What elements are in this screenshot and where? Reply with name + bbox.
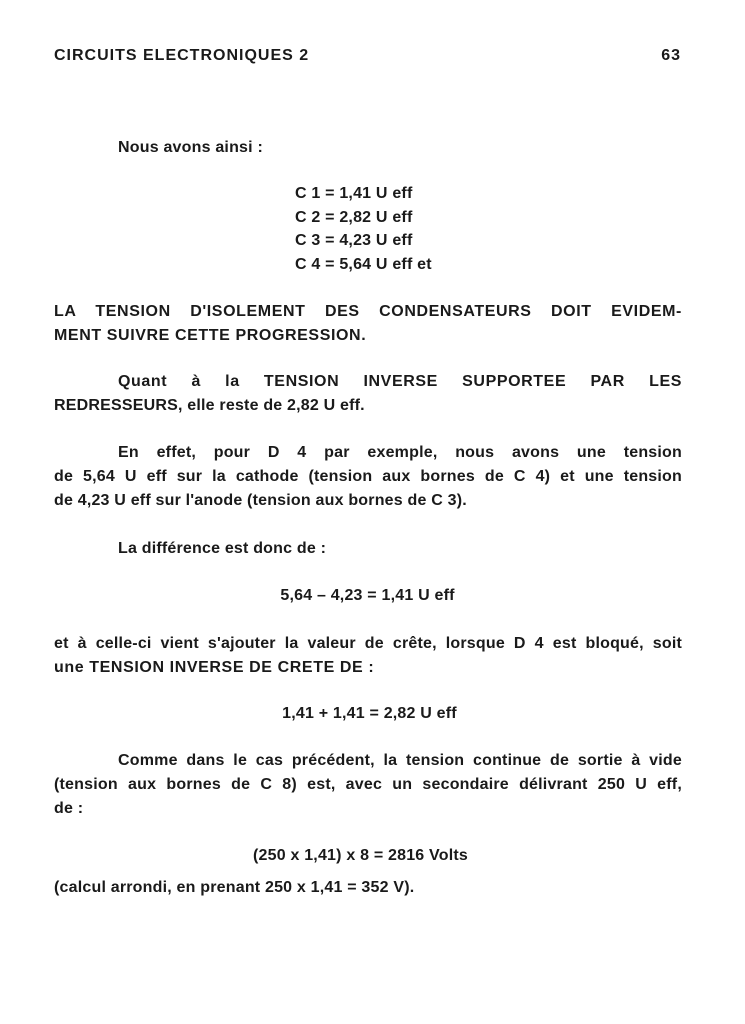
running-title: CIRCUITS ELECTRONIQUES 2 — [54, 47, 310, 64]
inverse-paragraph-line-2: REDRESSEURS, elle reste de 2,82 U eff. — [54, 397, 365, 414]
equation-c1: C 1 = 1,41 U eff — [295, 185, 413, 202]
volts-equation: (250 x 1,41) x 8 = 2816 Volts — [253, 847, 468, 864]
crete-paragraph-line-1: et à celle-ci vient s'ajouter la valeur de crête, lorsque D 4 est bloqué, soit — [54, 635, 682, 652]
comme-paragraph-line-1: Comme dans le cas précédent, la tension continue de sortie à vide — [118, 752, 682, 769]
calcul-note: (calcul arrondi, en prenant 250 x 1,41 = 352 V). — [54, 879, 415, 896]
equation-c4: C 4 = 5,64 U eff et — [295, 255, 432, 273]
capacitor-equations — [295, 182, 432, 276]
comme-paragraph-line-2: (tension aux bornes de C 8) est, avec un secondaire délivrant 250 U eff, — [54, 776, 682, 793]
page-header — [54, 44, 681, 68]
isolation-paragraph-line-1: LA TENSION D'ISOLEMENT DES CONDENSATEURS DOIT EVIDEM- — [54, 303, 682, 320]
equation-c3: C 3 = 4,23 U eff — [295, 232, 413, 249]
crete-paragraph-line-2: une TENSION INVERSE DE CRETE DE : — [54, 659, 375, 676]
effet-paragraph-line-3: de 4,23 U eff sur l'anode (tension aux bornes de C 3). — [54, 492, 467, 509]
equation-c2: C 2 = 2,82 U eff — [295, 208, 413, 226]
page-number: 63 — [661, 47, 681, 64]
intro-text: Nous avons ainsi : — [118, 139, 263, 156]
comme-paragraph-line-3: de : — [54, 800, 84, 817]
effet-paragraph-line-1: En effet, pour D 4 par exemple, nous avons une tension — [118, 444, 682, 461]
difference-equation: 5,64 – 4,23 = 1,41 U eff — [280, 587, 455, 604]
inverse-paragraph-line-1: Quant à la TENSION INVERSE SUPPORTEE PAR LES — [118, 373, 682, 390]
crete-equation: 1,41 + 1,41 = 2,82 U eff — [282, 705, 457, 722]
effet-paragraph-line-2: de 5,64 U eff sur la cathode (tension aux bornes de C 4) et une tension — [54, 468, 682, 485]
difference-intro: La différence est donc de : — [118, 540, 327, 557]
isolation-paragraph-line-2: MENT SUIVRE CETTE PROGRESSION. — [54, 327, 367, 344]
